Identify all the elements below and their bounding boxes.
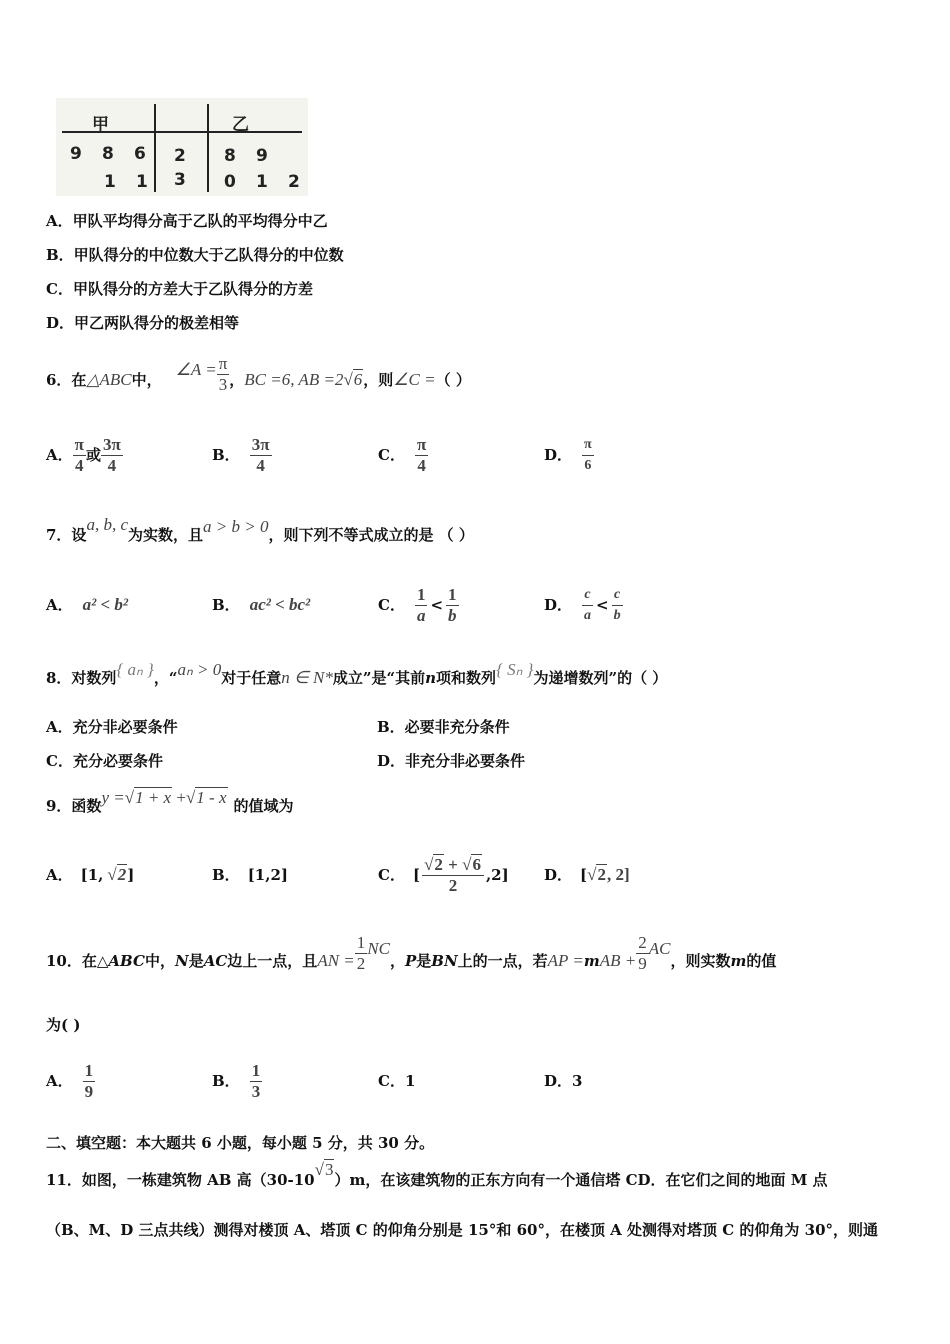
q7-option-d: D． $\frac{c}{a}$ < $\frac{c}{b}$ [544, 586, 621, 623]
q7-options [46, 575, 906, 635]
q6-angle-fraction: $\frac{\pi}{3}$ [218, 353, 228, 394]
q8-option-c: C．充分必要条件 [46, 752, 163, 770]
q6-text: 中， [131, 371, 162, 389]
q9-option-b: B． [1,2] [212, 866, 288, 884]
q10-an: AN = [317, 951, 355, 970]
leaf-right: 2 [288, 172, 300, 192]
section-heading: 二、填空题：本大题共 6 小题，每小题 5 分，共 30 分。 [46, 1134, 435, 1152]
leaf-left: 1 [136, 172, 148, 192]
q6-angle-a: ∠A = [175, 360, 217, 379]
q6-then: ，则 [363, 371, 394, 389]
q11-line2: （B、M、D 三点共线）测得对楼顶 A、塔顶 C 的仰角分别是 15°和 60°，在楼顶 A 处测得对塔顶 C 的仰角为 30°，则通 [46, 1221, 879, 1239]
q8-option-a: A．充分非必要条件 [46, 718, 178, 736]
q6-stem [46, 350, 471, 410]
q8-condition: aₙ > 0 [177, 660, 222, 679]
q7-stem [46, 515, 474, 555]
q10-stem: 10．在△ ABC 中， N 是 AC 边上一点，且 AN = $\frac{1}{2}$ NC ， P 是 BN 上的一点，若 AP = m AB + $\frac{2}{9}$ AC ，则实数 m 的值 [46, 932, 777, 973]
q7-vars: a, b, c [86, 515, 128, 534]
q6-option-a: A． $\frac{\pi}{4}$ 或 $\frac{3\pi}{4}$ [46, 434, 121, 475]
stem-left-header: 甲 [92, 115, 109, 135]
leaf-left: 8 [102, 144, 114, 164]
q11-line1: 11．如图，一栋建筑物 AB 高（30-10 √3 ）m，在该建筑物的正东方向有一个通信塔 CD．在它们之间的地面 M 点 [46, 1160, 828, 1189]
q10-options [46, 1048, 906, 1114]
q8-seq-s: { Sₙ } [496, 660, 534, 679]
q6-angle-c: ∠C = [393, 370, 436, 389]
leaf-left: 1 [104, 172, 116, 192]
q6-triangle: △ABC [86, 370, 132, 389]
stem-leaf-figure [56, 98, 308, 196]
q10-number: 10．在△ [46, 952, 109, 970]
stem-value: 2 [174, 146, 186, 166]
q8-n-in: n ∈ N* [281, 668, 333, 687]
leaf-right: 8 [224, 146, 236, 166]
q6-option-b: B． $\frac{3\pi}{4}$ [212, 434, 270, 475]
q6-comma: ， [229, 371, 245, 389]
q6-option-c: C． $\frac{\pi}{4}$ [378, 434, 427, 475]
leaf-right: 9 [256, 146, 268, 166]
q9-number: 9．函数 [46, 797, 102, 815]
leaf-right: 1 [256, 172, 268, 192]
q8-seq-a: { aₙ } [116, 660, 154, 679]
q9-option-a: A． [1, √2 ] [46, 865, 135, 884]
q7-option-c: C． $\frac{1}{a}$ < $\frac{1}{b}$ [378, 584, 457, 625]
q7-number: 7．设 [46, 526, 87, 544]
q9-options [46, 842, 906, 908]
q6-option-d: D． $\frac{\pi}{6}$ [544, 436, 592, 473]
leaf-left: 6 [134, 144, 146, 164]
q6-sides: BC =6, AB =2 [244, 370, 344, 389]
q7-option-b: B． ac² < bc² [212, 595, 311, 614]
q10-option-a: A． $\frac{1}{9}$ [46, 1060, 94, 1101]
leaf-left: 9 [70, 144, 82, 164]
q9-stem: 9．函数 y =√1 + x +√1 - x 的值域为 [46, 788, 294, 815]
q6-number: 6．在 [46, 371, 87, 389]
q10-option-d: D．3 [544, 1072, 583, 1090]
q7-tail: ，则下列不等式成立的是 （ ） [268, 526, 474, 544]
q9-option-d: D． [ √2, 2] [544, 865, 630, 884]
q6-options [46, 430, 906, 480]
q8-stem: 8．对数列 { aₙ } ，“ aₙ > 0 对于任意 n ∈ N* 成立”是“其前 n 项和数列 { Sₙ } 为递增数列”的（ ） [46, 660, 668, 687]
q10-line2: 为( ) [46, 1016, 81, 1034]
q7-option-a: A． a² < b² [46, 595, 129, 614]
q9-option-c: C． [ $\frac{√2 + √6}{2}$ ,2] [378, 854, 509, 895]
leaf-right: 0 [224, 172, 236, 192]
stem-right-header: 乙 [232, 115, 249, 135]
q10-ap: AP = [547, 951, 584, 970]
q8-option-d: D．非充分非必要条件 [377, 752, 526, 770]
q10-option-b: B． $\frac{1}{3}$ [212, 1060, 261, 1101]
q7-text: 为实数，且 [127, 526, 203, 544]
stem-value: 3 [174, 170, 186, 190]
q8-option-b: B．必要非充分条件 [377, 718, 510, 736]
q10-option-c: C．1 [378, 1072, 416, 1090]
q6-paren: （ ） [435, 371, 471, 389]
q5-option-c: C．甲队得分的方差大于乙队得分的方差 [46, 280, 313, 298]
q6-sqrt: √6 [343, 370, 363, 389]
q5-option-b: B．甲队得分的中位数大于乙队得分的中位数 [46, 246, 344, 264]
q7-condition: a > b > 0 [203, 517, 269, 536]
q5-option-a: A．甲队平均得分高于乙队的平均得分中乙 [46, 212, 328, 230]
q9-function: y =√1 + x +√1 - x [101, 788, 227, 807]
q5-option-d: D．甲乙两队得分的极差相等 [46, 314, 240, 332]
q8-number: 8．对数列 [46, 669, 117, 687]
